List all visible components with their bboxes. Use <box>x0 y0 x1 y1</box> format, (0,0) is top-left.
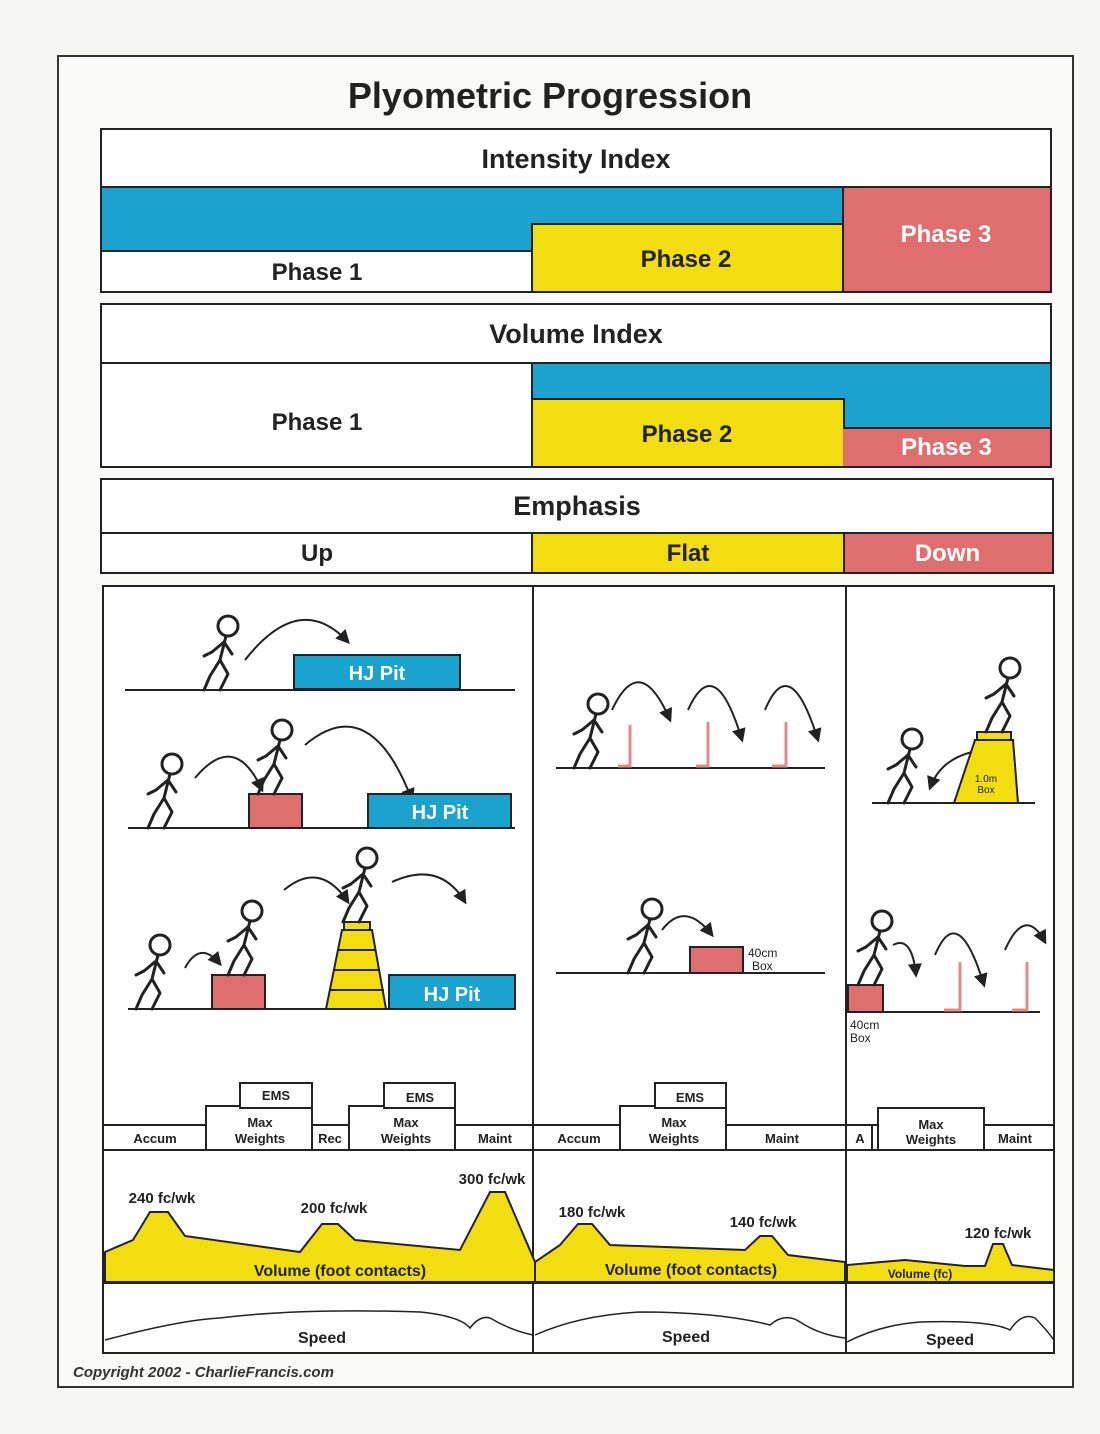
intensity-phase2-label: Phase 2 <box>640 246 732 273</box>
up-peak-3: 300 fc/wk <box>458 1171 526 1188</box>
flat-speed-label: Speed <box>661 1329 711 1346</box>
flat-volume-label: Volume (foot contacts) <box>604 1262 778 1279</box>
down-speed-label: Speed <box>925 1332 975 1349</box>
box-40cm <box>848 985 883 1012</box>
box-40cm <box>690 947 743 973</box>
page-title: Plyometric Progression <box>347 75 753 116</box>
flat-peak-1: 180 fc/wk <box>558 1204 626 1221</box>
weights-label: Weights <box>234 1131 286 1146</box>
emphasis-down-label: Down <box>914 540 981 567</box>
maint-label: Maint <box>998 1131 1032 1146</box>
hj-pit-label-2: HJ Pit <box>411 802 469 824</box>
max-label: Max <box>393 1115 419 1130</box>
max-label: Max <box>661 1115 687 1130</box>
emphasis-header: Emphasis <box>100 478 1054 534</box>
weights-label: Weights <box>648 1131 700 1146</box>
accum-label: Accum <box>133 1131 177 1146</box>
intensity-phase1-label: Phase 1 <box>271 259 363 286</box>
up-peak-1: 240 fc/wk <box>128 1190 196 1207</box>
maint-label: Maint <box>478 1131 512 1146</box>
weights-label: Weights <box>380 1131 432 1146</box>
volume-phase3-label: Phase 3 <box>901 434 992 461</box>
intensity-index-header: Intensity Index <box>100 128 1052 190</box>
weights-label: Weights <box>905 1132 957 1147</box>
box-word-label: Box <box>850 1031 871 1045</box>
a-label: A <box>855 1131 865 1146</box>
down-peak-1: 120 fc/wk <box>964 1225 1032 1242</box>
box-1m-word: Box <box>977 785 995 796</box>
box-40cm-label: 40cm <box>850 1018 880 1032</box>
max-label: Max <box>918 1117 944 1132</box>
max-label: Max <box>247 1115 273 1130</box>
emphasis-flat-label: Flat <box>666 540 710 567</box>
down-volume-label: Volume (fc) <box>887 1267 953 1281</box>
ems-label: EMS <box>405 1090 435 1105</box>
rec-label: Rec <box>318 1131 342 1146</box>
volume-phase2-label: Phase 2 <box>641 421 733 448</box>
hj-pit-label-3: HJ Pit <box>423 984 481 1006</box>
intensity-phase3-label: Phase 3 <box>900 221 992 248</box>
box-1m-label: 1.0m <box>974 774 998 785</box>
ems-label: EMS <box>675 1090 705 1105</box>
up-speed-label: Speed <box>297 1330 347 1347</box>
box-word-label: Box <box>752 959 773 973</box>
flat-peak-2: 140 fc/wk <box>729 1214 797 1231</box>
accum-label: Accum <box>557 1131 601 1146</box>
copyright-text: Copyright 2002 - CharlieFrancis.com <box>73 1364 334 1381</box>
emphasis-up-label: Up <box>301 540 333 567</box>
ems-label: EMS <box>261 1088 291 1103</box>
box-40cm-label: 40cm <box>748 946 778 960</box>
volume-index-header: Volume Index <box>100 303 1052 365</box>
plyo-box <box>249 794 302 828</box>
maint-label: Maint <box>765 1131 799 1146</box>
volume-phase1-label: Phase 1 <box>271 409 363 436</box>
hj-pit-label-1: HJ Pit <box>348 663 406 685</box>
up-peak-2: 200 fc/wk <box>300 1200 368 1217</box>
plyo-box <box>212 975 265 1009</box>
up-volume-label: Volume (foot contacts) <box>253 1263 427 1280</box>
